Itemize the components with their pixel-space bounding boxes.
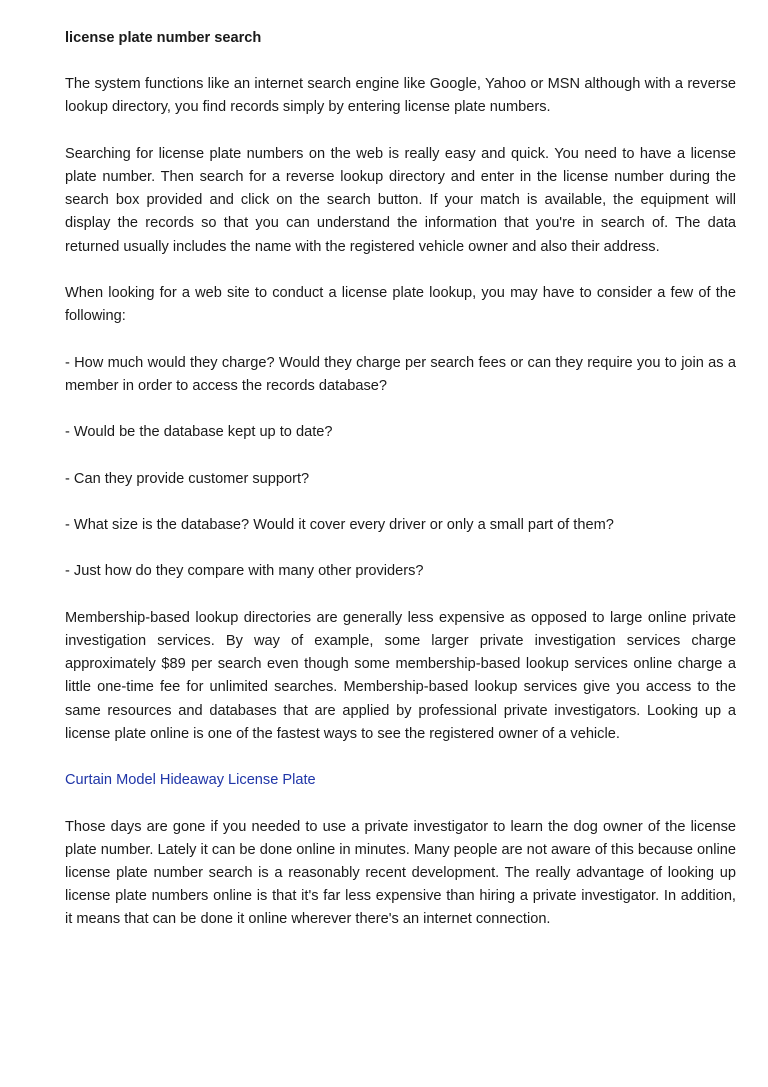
paragraph-membership: Membership-based lookup directories are generally less expensive as opposed to large online private investigation services. By way of example, some larger private investigation services charge approximately $89 per search even though some membership-based lookup services online charge a little one-time fee for unlimited searches. Membership-based lookup services give you access to the same resources and databases that are applied by professional private investigators. Looking up a license plate online is one of the fastest ways to see the registered owner of a vehicle.: [65, 609, 736, 742]
curtain-model-link[interactable]: Curtain Model Hideaway License Plate: [65, 772, 316, 789]
paragraph-final: Those days are gone if you needed to use a private investigator to learn the dog owner of the license plate number. Lately it can be done online in minutes. Many people are not aware of this because online license plate number search is a reasonably recent development. The really advantage of looking up license plate numbers online is that it's far less expensive than hiring a private investigator. In addition, it means that can be done it online wherever there's an internet connection.: [65, 818, 736, 928]
document-page: [65, 27, 736, 955]
paragraph-intro: The system functions like an internet search engine like Google, Yahoo or MSN although with a reverse lookup directory, you find records simply by entering license plate numbers.: [65, 76, 736, 116]
list-item-support: - Can they provide customer support?: [65, 470, 310, 487]
list-item-compare: - Just how do they compare with many other providers?: [65, 563, 424, 580]
paragraph-considerations: When looking for a web site to conduct a license plate lookup, you may have to consider a few of the following:: [65, 285, 736, 325]
list-item-database-size: - What size is the database? Would it cover every driver or only a small part of them?: [65, 516, 614, 533]
list-item-charge: - How much would they charge? Would they charge per search fees or can they require you to join as a member in order to access the records database?: [65, 354, 736, 394]
document-title: license plate number search: [65, 30, 262, 46]
list-item-up-to-date: - Would be the database kept up to date?: [65, 424, 333, 441]
paragraph-searching: Searching for license plate numbers on the web is really easy and quick. You need to have a license plate number. Then search for a reverse lookup directory and enter in the license number during the search box provided and click on the search button. If your match is available, the equipment will display the records so that you can understand the information that you're in search of. The data returned usually includes the name with the registered vehicle owner and also their address.: [65, 145, 736, 255]
